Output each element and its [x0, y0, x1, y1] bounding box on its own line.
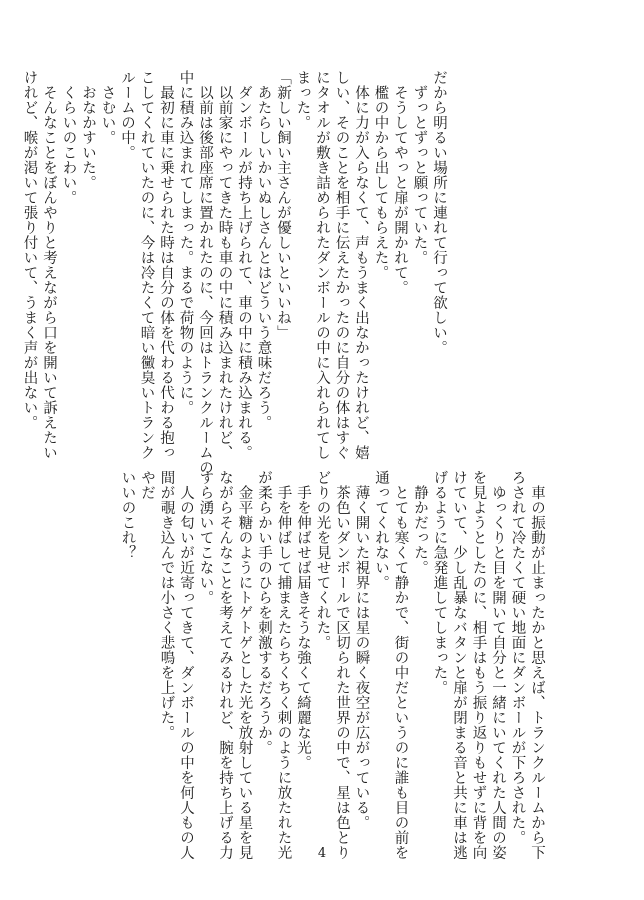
text-column: くらいのこわい。	[60, 85, 77, 205]
text-column: まった。	[294, 70, 311, 130]
text-column: 「新しい飼い主さんが優しいといいね」	[275, 70, 291, 340]
text-column: を見ようとしたのに、相手はもう振り返りもせずに背を向	[470, 470, 487, 860]
text-column: ゆっくりと目を開いて自分と一緒にいてくれた人間の姿	[490, 485, 506, 860]
text-column: 静かだった。	[412, 485, 428, 575]
text-column: ながらそんなことを考えてみるけれど、腕を持ち上げる力	[217, 470, 233, 860]
text-column: げるように急発進してしまった。	[431, 470, 448, 695]
text-column: おなかすいた。	[80, 85, 96, 190]
text-column: ルームの中。	[119, 70, 135, 160]
text-column: 車の振動が止まったかと思えば、トランクルームから下	[529, 485, 545, 860]
text-column: 最初に車に乗せられた時は自分の体を代わる代わる抱っ	[158, 85, 174, 460]
text-column: いいのこれ？	[119, 470, 136, 560]
text-column: 通ってくれない。	[373, 470, 389, 590]
text-column: が柔らかい手のひらを刺激するだろうか。	[256, 470, 272, 755]
text-column: 以前は後部座席に置かれたのに、今回はトランクルームの	[197, 85, 213, 475]
text-column: 金平糖のようにトゲトゲとした光を放射している星を見	[236, 485, 253, 860]
text-column: そんなことをぼんやりと考えながら口を開いて訴えたい	[41, 85, 57, 460]
text-column: すら湧いてこない。	[197, 470, 214, 605]
text-column: そうしてやっと扉が開かれて。	[392, 85, 408, 295]
text-column: けていて、少し乱暴なバタンと扉が閉まる音と共に車は逃	[451, 470, 467, 860]
text-column: とても寒くて静かで、街の中だというのに誰も目の前を	[392, 485, 409, 860]
text-column: さむい。	[99, 85, 116, 145]
text-column: だから明るい場所に連れて行って欲しい。	[431, 70, 447, 355]
text-column: あたらしいかいぬしさんとはどういう意味だろう。	[255, 85, 272, 430]
text-column: 薄く開いた視界には星の瞬く夜空が広がっている。	[353, 485, 370, 830]
text-column: 手を伸ばせば届きそうな強くて綺麗な光。	[295, 485, 311, 770]
text-column: ろされて冷たくて硬い地面にダンボールが下ろされた。	[509, 470, 526, 845]
text-column: こしてくれていたのに、今は冷たくて暗い黴臭いトランク	[138, 70, 155, 460]
text-column: 間が覗き込んでは小さく悲鳴を上げた。	[158, 470, 175, 740]
text-column: ダンボールが持ち上げられて、車の中に積み込まれる。	[236, 85, 252, 460]
text-column: けれど、喉が渇いて張り付いて、うまく声が出ない。	[21, 70, 38, 430]
text-column: 以前家にやってきた時も車の中に積み込まれたけれど、	[216, 85, 233, 460]
text-column: 体に力が入らなくて、声もうまく出なかったけれど、嬉	[353, 85, 369, 460]
text-column: ずっとずっと願っていた。	[411, 85, 428, 265]
text-column: 檻の中から出してもらえた。	[372, 85, 389, 280]
text-column: 人の匂いが近寄ってきて、ダンボールの中を何人もの人	[178, 485, 194, 860]
text-column: どりの光を見せてくれた。	[314, 470, 331, 650]
text-column: しい、そのことを相手に伝えたかったのに自分の体はすぐ	[333, 70, 350, 460]
text-column: 茶色いダンボールで区切られた世界の中で、星は色とり	[334, 485, 350, 860]
text-column: 手を伸ばして捕まえたらちくちく刺のように放たれた光	[275, 485, 292, 860]
text-column: にタオルが敷き詰められたダンボールの中に入れられてし	[314, 70, 330, 460]
page-number: 4	[317, 846, 327, 861]
text-column: 中に積み込まれてしまった。まるで荷物のように。	[177, 70, 194, 415]
text-column: やだ	[139, 470, 155, 500]
